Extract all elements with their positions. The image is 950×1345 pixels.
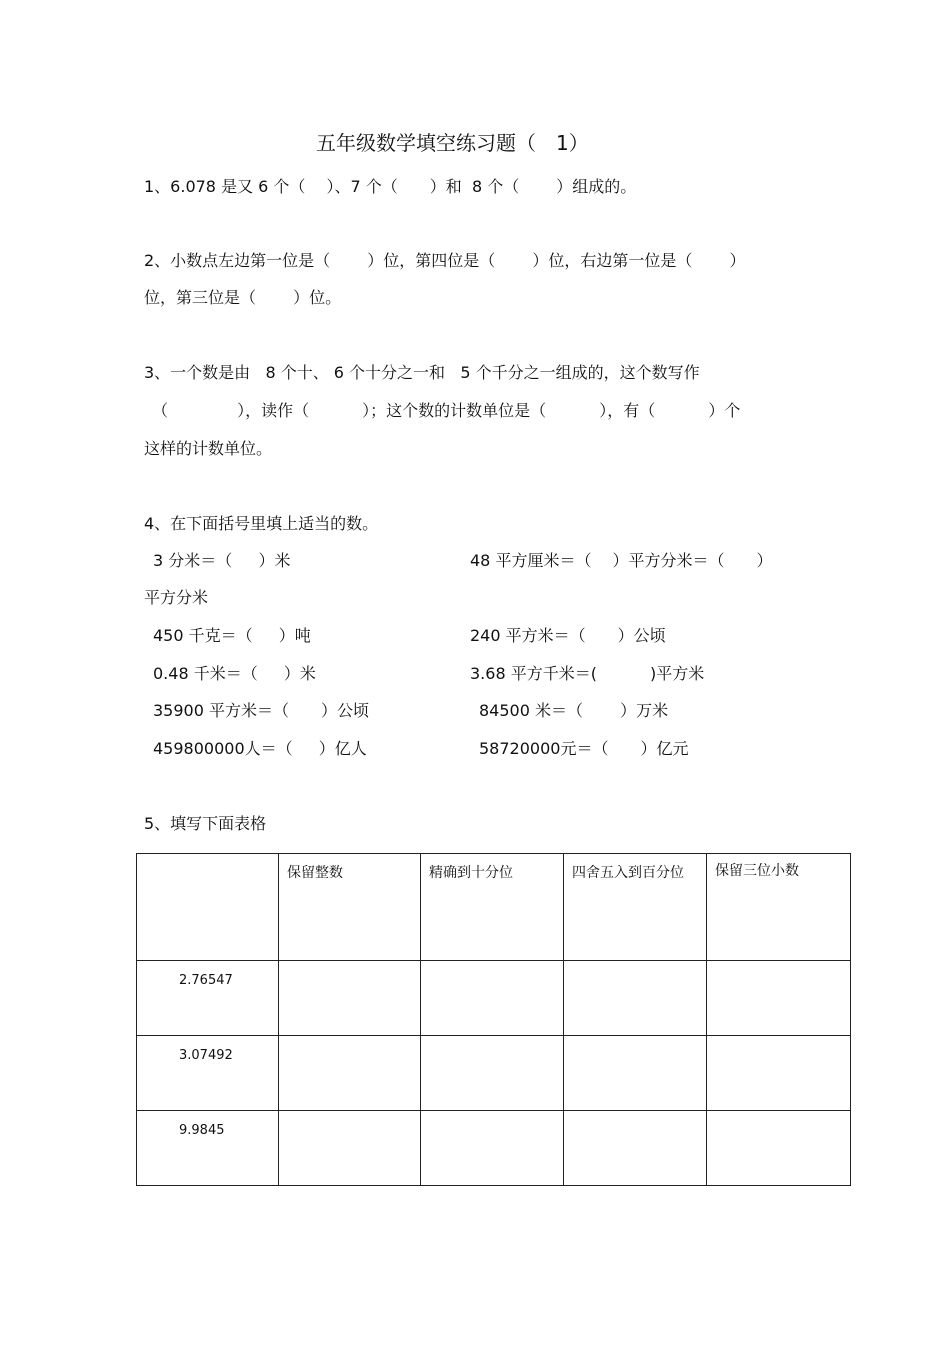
question-2-line-2: 位，第三位是（ ）位。	[144, 288, 342, 307]
conversion-right: 48 平方厘米＝（ ）平方分米＝（ ）	[470, 551, 773, 570]
answer-cell[interactable]	[707, 961, 851, 1036]
question-2-line-1: 2、小数点左边第一位是（ ）位，第四位是（ ）位，右边第一位是（ ）	[144, 251, 746, 270]
header-hundredths: 四舍五入到百分位	[572, 865, 684, 881]
answer-cell[interactable]	[564, 1111, 707, 1186]
page-title: 五年级数学填空练习题（ 1）	[316, 131, 589, 155]
conversion-left: 35900 平方米＝（ ）公顷	[153, 701, 369, 720]
conversion-right: 84500 米＝（ ）万米	[479, 701, 669, 720]
table-header-cell	[421, 854, 564, 961]
table-header-cell	[137, 854, 279, 961]
conversion-left: 459800000人＝（ ）亿人	[153, 739, 367, 758]
conversion-left: 0.48 千米＝（ ）米	[153, 664, 316, 683]
table-header-row	[137, 854, 851, 961]
number-cell: 3.07492	[137, 1036, 279, 1111]
table-header-cell	[279, 854, 421, 961]
conversion-right: 3.68 平方千米＝( )平方米	[470, 664, 705, 683]
conversion-left: 平方分米	[144, 588, 209, 607]
answer-cell[interactable]	[564, 1036, 707, 1111]
question-3-line-3: 这样的计数单位。	[144, 439, 273, 458]
table-row	[137, 1036, 851, 1111]
answer-cell[interactable]	[279, 1111, 421, 1186]
conversion-right: 240 平方米＝（ ）公顷	[470, 626, 666, 645]
number-cell: 9.9845	[137, 1111, 279, 1186]
conversion-right: 58720000元＝（ ）亿元	[479, 739, 689, 758]
number-cell: 2.76547	[137, 961, 279, 1036]
question-1: 1、6.078 是又 6 个（ ）、7 个（ ）和 8 个（ ）组成的。	[144, 177, 637, 196]
question-3-line-1: 3、一个数是由 8 个十、 6 个十分之一和 5 个千分之一组成的，这个数写作	[144, 363, 700, 382]
answer-cell[interactable]	[421, 961, 564, 1036]
header-three-decimals: 保留三位小数	[715, 863, 799, 879]
answer-cell[interactable]	[279, 961, 421, 1036]
answer-cell[interactable]	[279, 1036, 421, 1111]
header-round-integer: 保留整数	[287, 865, 343, 881]
question-5-intro: 5、填写下面表格	[144, 814, 267, 833]
answer-cell[interactable]	[564, 961, 707, 1036]
answer-cell[interactable]	[707, 1111, 851, 1186]
table-header-cell	[564, 854, 707, 961]
header-tenths: 精确到十分位	[429, 865, 513, 881]
question-3-line-2: （ ），读作（ ）；这个数的计数单位是（ ），有（ ）个	[152, 401, 741, 420]
answer-cell[interactable]	[707, 1036, 851, 1111]
answer-cell[interactable]	[421, 1111, 564, 1186]
conversion-left: 3 分米＝（ ）米	[153, 551, 291, 570]
table-row	[137, 961, 851, 1036]
table-row	[137, 1111, 851, 1186]
question-4-intro: 4、在下面括号里填上适当的数。	[144, 514, 379, 533]
rounding-table	[136, 853, 851, 1186]
table-header-cell	[707, 854, 851, 961]
answer-cell[interactable]	[421, 1036, 564, 1111]
conversion-left: 450 千克＝（ ）吨	[153, 626, 311, 645]
